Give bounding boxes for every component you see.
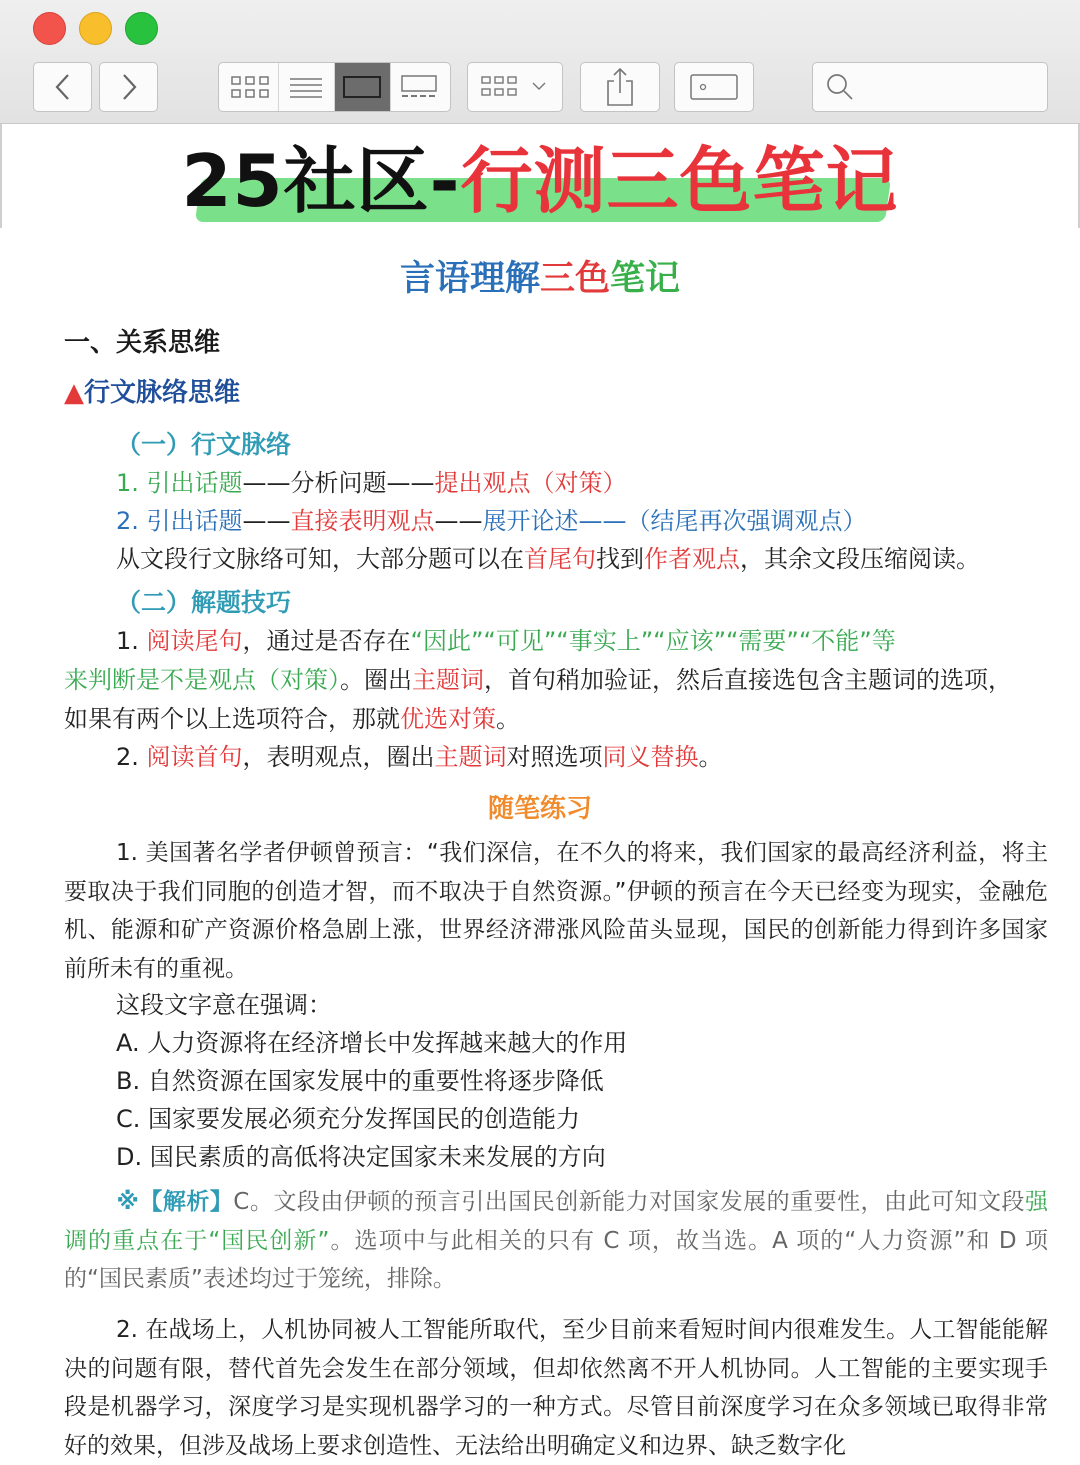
- chevron-left-icon: [53, 72, 73, 102]
- flow-line-1: 1. 引出话题——分析问题——提出观点（对策）: [116, 469, 627, 497]
- single-page-view-button[interactable]: [335, 63, 391, 111]
- group-by-button[interactable]: [467, 62, 563, 112]
- zoom-window-button[interactable]: [125, 12, 158, 45]
- tip-2: 2. 阅读首句，表明观点，圈出主题词对照选项同义替换。: [116, 743, 723, 771]
- flow-line-2: 2. 引出话题——直接表明观点——展开论述——（结尾再次强调观点）: [116, 507, 867, 535]
- part-heading-2: （二）解题技巧: [116, 588, 292, 617]
- option-d: D. 国民素质的高低将决定国家未来发展的方向: [116, 1143, 606, 1171]
- view-mode-segmented-control[interactable]: [218, 62, 451, 112]
- document-title-banner: [0, 130, 1080, 230]
- close-window-button[interactable]: [33, 12, 66, 45]
- forward-button[interactable]: [99, 62, 158, 112]
- practice-heading: 随笔练习: [487, 794, 592, 824]
- question-1-stem: 1. 美国著名学者伊顿曾预言：“我们深信，在不久的将来，我们国家的最高经济利益，将主要取决于我们同胞的创造才智，而不取决于自然资源。”伊顿的预言在今天已经变为现实，金融危机、能源和矿产资源价格急剧上涨，世界经济滞涨风险苗头显现，国民的创新能力得到许多国家前所未有的重视。: [64, 840, 1048, 982]
- tag-button[interactable]: [674, 62, 754, 112]
- share-button[interactable]: [580, 62, 660, 112]
- list-view-button[interactable]: [279, 63, 335, 111]
- section-subtitle: 言语理解三色笔记: [399, 259, 681, 299]
- tip-1-line-1: 1. 阅读尾句，通过是否存在“因此”“可见”“事实上”“应该”“需要”“不能”等: [116, 627, 896, 655]
- grid-view-button[interactable]: [223, 63, 279, 111]
- option-c: C. 国家要发展必须充分发挥国民的创造能力: [116, 1105, 581, 1133]
- question-1-analysis: ※【解析】C。文段由伊顿的预言引出国民创新能力对国家发展的重要性，由此可知文段强调的重点在于“国民创新”。选项中与此相关的只有 C 项，故当选。A 项的“人力资源”和 D 项的“国民素质”表述均过于笼统，排除。: [64, 1189, 1048, 1292]
- back-button[interactable]: [33, 62, 92, 112]
- option-a: A. 人力资源将在经济增长中发挥越来越大的作用: [116, 1029, 628, 1057]
- document-title: 25社区-行测三色笔记: [181, 139, 899, 223]
- window-titlebar: [0, 0, 1080, 124]
- tip-1-line-2: 来判断是不是观点（对策）。圈出主题词，首句稍加验证，然后直接选包含主题词的选项，: [64, 666, 1012, 694]
- tag-icon: [689, 73, 739, 101]
- minimize-window-button[interactable]: [79, 12, 112, 45]
- search-icon: [825, 72, 855, 102]
- slideshow-icon: [399, 74, 439, 100]
- question-2-stem: 2. 在战场上，人机协同被人工智能所取代，至少目前来看短时间内很难发生。人工智能能解决的问题有限，替代首先会发生在部分领域，但却依然离不开人机协同。人工智能的主要实现手段是机器学习，深度学习是实现机器学习的一种方式。尽管目前深度学习在众多领域已取得非常好的效果，但涉及战场上要求创造性、无法给出明确定义和边界、缺乏数字化: [64, 1317, 1048, 1459]
- subsection-heading: ▲行文脉络思维: [64, 378, 241, 408]
- section-heading: 一、关系思维: [64, 328, 221, 358]
- tip-1-line-3: 如果有两个以上选项符合，那就优选对策。: [64, 705, 520, 733]
- share-icon: [605, 67, 635, 107]
- question-1-prompt: 这段文字意在强调：: [116, 991, 332, 1019]
- part-heading-1: （一）行文脉络: [116, 430, 292, 459]
- search-field[interactable]: [812, 62, 1048, 112]
- chevron-right-icon: [119, 72, 139, 102]
- list-view-icon: [289, 75, 323, 99]
- grid-view-icon: [230, 74, 270, 100]
- single-page-icon: [342, 75, 382, 99]
- slideshow-view-button[interactable]: [391, 63, 447, 111]
- flow-note: 从文段行文脉络可知，大部分题可以在首尾句找到作者观点，其余文段压缩阅读。: [116, 545, 980, 573]
- group-by-icon: [480, 74, 550, 100]
- option-b: B. 自然资源在国家发展中的重要性将逐步降低: [116, 1067, 604, 1095]
